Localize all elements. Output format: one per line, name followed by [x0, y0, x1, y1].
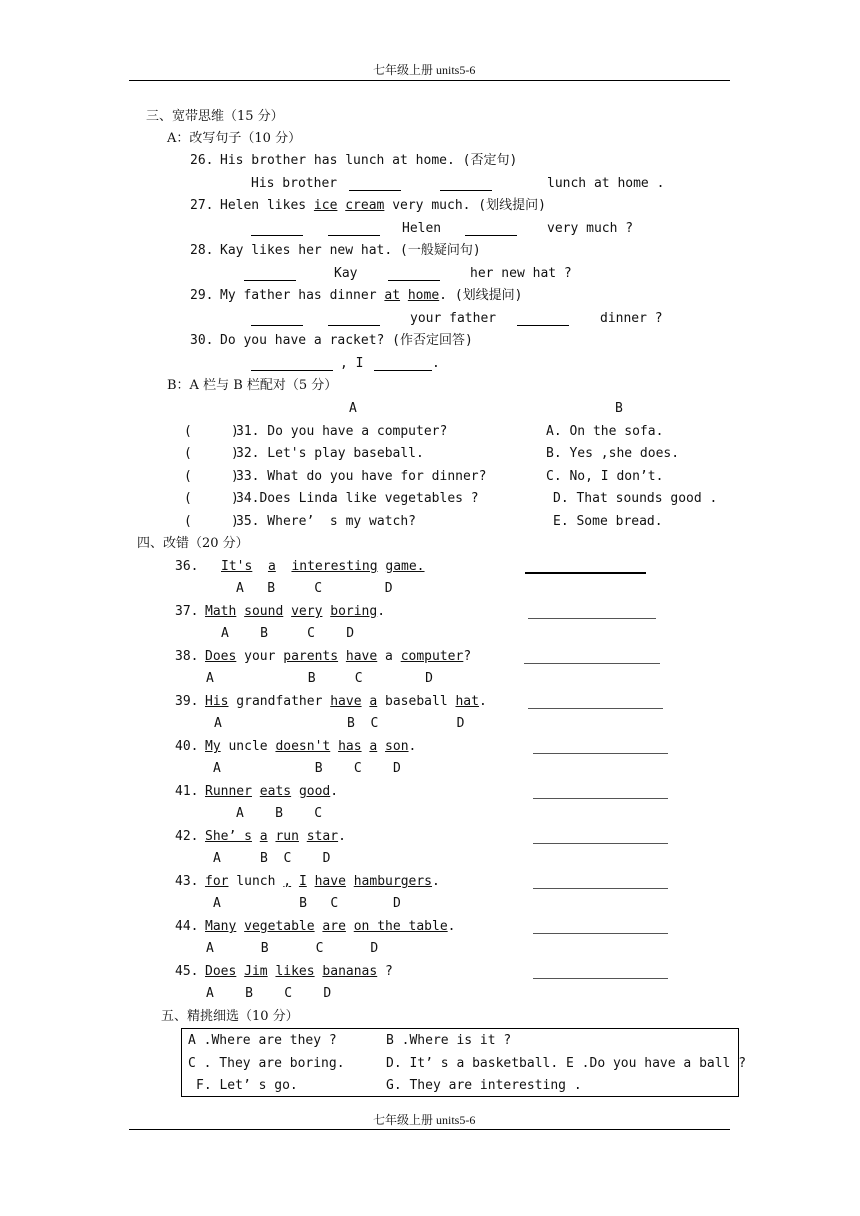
q30-answer-mid: , I: [340, 356, 364, 371]
q28-answer-suffix: her new hat ?: [470, 266, 572, 281]
q39-option-letters: A B C D: [214, 716, 465, 731]
q27-underlined-ice: ice: [313, 198, 338, 213]
match-option: B. Yes ,she does.: [546, 446, 680, 461]
q36-sentence: It's a interesting game.: [221, 559, 425, 574]
q41-option-letters: A B C: [236, 806, 323, 821]
option-c: C . They are boring.: [188, 1056, 345, 1071]
section4-title: 四、改错（20 分）: [137, 536, 249, 551]
q41-number: 41.: [175, 784, 199, 799]
q39-correction-blank[interactable]: [528, 708, 663, 709]
match-question: 35. Where’ s my watch?: [236, 514, 417, 529]
q26-number: 26.: [190, 153, 214, 168]
q38-number: 38.: [175, 649, 199, 664]
q38-sentence: Does your parents have a computer?: [205, 649, 472, 664]
q26-blank-1[interactable]: [349, 190, 401, 191]
q41-correction-blank[interactable]: [533, 798, 668, 799]
q44-option-letters: A B C D: [206, 941, 379, 956]
q28-answer-mid: Kay: [334, 266, 358, 281]
match-option: E. Some bread.: [553, 514, 663, 529]
q28-blank-1[interactable]: [244, 280, 296, 281]
q29-underlined-at: at: [384, 288, 401, 303]
q29-blank-2[interactable]: [328, 325, 380, 326]
q43-sentence: for lunch , I have hamburgers.: [205, 874, 440, 889]
q28-text: Kay likes her new hat. (一般疑问句): [220, 243, 481, 258]
q29-underlined-home: home: [407, 288, 440, 303]
partB-title: B：A 栏与 B 栏配对（5 分）: [167, 378, 338, 393]
match-question: 34.Does Linda like vegetables ?: [236, 491, 479, 506]
q36-number: 36.: [175, 559, 199, 574]
q30-blank-1[interactable]: [251, 370, 333, 371]
q42-number: 42.: [175, 829, 199, 844]
q43-correction-blank[interactable]: [533, 888, 668, 889]
match-answer-paren[interactable]: ( ): [184, 469, 239, 484]
q27-blank-2[interactable]: [328, 235, 380, 236]
q29-answer-mid: your father: [410, 311, 497, 326]
q37-option-letters: A B C D: [221, 626, 355, 641]
q44-sentence: Many vegetable are on the table.: [205, 919, 456, 934]
q29-number: 29.: [190, 288, 214, 303]
q26-text: His brother has lunch at home. (否定句): [220, 153, 518, 168]
q42-option-letters: A B C D: [213, 851, 331, 866]
header-rule: [129, 80, 730, 81]
match-question: 31. Do you have a computer?: [236, 424, 448, 439]
q37-correction-blank[interactable]: [528, 618, 656, 619]
q41-sentence: Runner eats good.: [205, 784, 339, 799]
q26-answer-prefix: His brother: [251, 176, 338, 191]
match-answer-paren[interactable]: ( ): [184, 514, 239, 529]
option-b: B .Where is it ?: [386, 1033, 512, 1048]
q43-option-letters: A B C D: [213, 896, 401, 911]
match-option: D. That sounds good .: [553, 491, 718, 506]
match-answer-paren[interactable]: ( ): [184, 446, 239, 461]
q45-correction-blank[interactable]: [533, 978, 668, 979]
option-f: F. Let’ s go.: [196, 1078, 298, 1093]
q30-blank-2[interactable]: [374, 370, 432, 371]
page-footer: 七年级上册 units5-6: [373, 1113, 476, 1127]
q43-number: 43.: [175, 874, 199, 889]
q28-number: 28.: [190, 243, 214, 258]
q44-correction-blank[interactable]: [533, 933, 668, 934]
q30-text: Do you have a racket? (作否定回答): [220, 333, 473, 348]
match-option: A. On the sofa.: [546, 424, 664, 439]
section5-title: 五、精挑细选（10 分）: [161, 1009, 299, 1024]
option-a: A .Where are they ?: [188, 1033, 337, 1048]
q29-blank-1[interactable]: [251, 325, 303, 326]
section3-title: 三、宽带思维（15 分）: [146, 109, 284, 124]
q27-blank-1[interactable]: [251, 235, 303, 236]
match-question: 33. What do you have for dinner?: [236, 469, 487, 484]
q37-sentence: Math sound very boring.: [205, 604, 386, 619]
q27-blank-3[interactable]: [465, 235, 517, 236]
q27-underlined-cream: cream: [345, 198, 385, 213]
q39-number: 39.: [175, 694, 199, 709]
match-question: 32. Let's play baseball.: [236, 446, 424, 461]
q45-option-letters: A B C D: [206, 986, 332, 1001]
match-answer-paren[interactable]: ( ): [184, 491, 239, 506]
q45-sentence: Does Jim likes bananas ?: [205, 964, 393, 979]
q26-answer-suffix: lunch at home .: [547, 176, 665, 191]
footer-rule: [129, 1129, 730, 1130]
partB-column-a-header: A: [349, 401, 357, 416]
option-g: G. They are interesting .: [386, 1078, 582, 1093]
q42-correction-blank[interactable]: [533, 843, 668, 844]
q44-number: 44.: [175, 919, 199, 934]
option-d-e: D. It’ s a basketball. E .Do you have a ball ?: [386, 1056, 747, 1071]
q27-answer-mid: Helen: [402, 221, 442, 236]
match-answer-paren[interactable]: ( ): [184, 424, 239, 439]
q40-option-letters: A B C D: [213, 761, 401, 776]
q29-text: My father has dinner at home. (划线提问): [220, 288, 523, 303]
q42-sentence: She’ s a run star.: [205, 829, 346, 844]
partB-column-b-header: B: [615, 401, 623, 416]
q29-blank-3[interactable]: [517, 325, 569, 326]
q38-correction-blank[interactable]: [524, 663, 660, 664]
q27-number: 27.: [190, 198, 214, 213]
q39-sentence: His grandfather have a baseball hat.: [205, 694, 487, 709]
partA-title: A：改写句子（10 分）: [167, 131, 302, 146]
q37-number: 37.: [175, 604, 199, 619]
q27-text: Helen likes ice cream very much. (划线提问): [220, 198, 546, 213]
q45-number: 45.: [175, 964, 199, 979]
q38-option-letters: A B C D: [206, 671, 433, 686]
q28-blank-2[interactable]: [388, 280, 440, 281]
q30-number: 30.: [190, 333, 214, 348]
q29-answer-suffix: dinner ?: [600, 311, 663, 326]
q36-correction-blank[interactable]: [525, 572, 646, 574]
q27-answer-suffix: very much ?: [547, 221, 634, 236]
q40-sentence: My uncle doesn't has a son.: [205, 739, 417, 754]
q40-correction-blank[interactable]: [533, 753, 668, 754]
q36-option-letters: A B C D: [236, 581, 393, 596]
page-header: 七年级上册 units5-6: [373, 63, 476, 77]
q40-number: 40.: [175, 739, 199, 754]
q30-answer-suffix: .: [432, 356, 440, 371]
q26-blank-2[interactable]: [440, 190, 492, 191]
match-option: C. No, I don’t.: [546, 469, 664, 484]
